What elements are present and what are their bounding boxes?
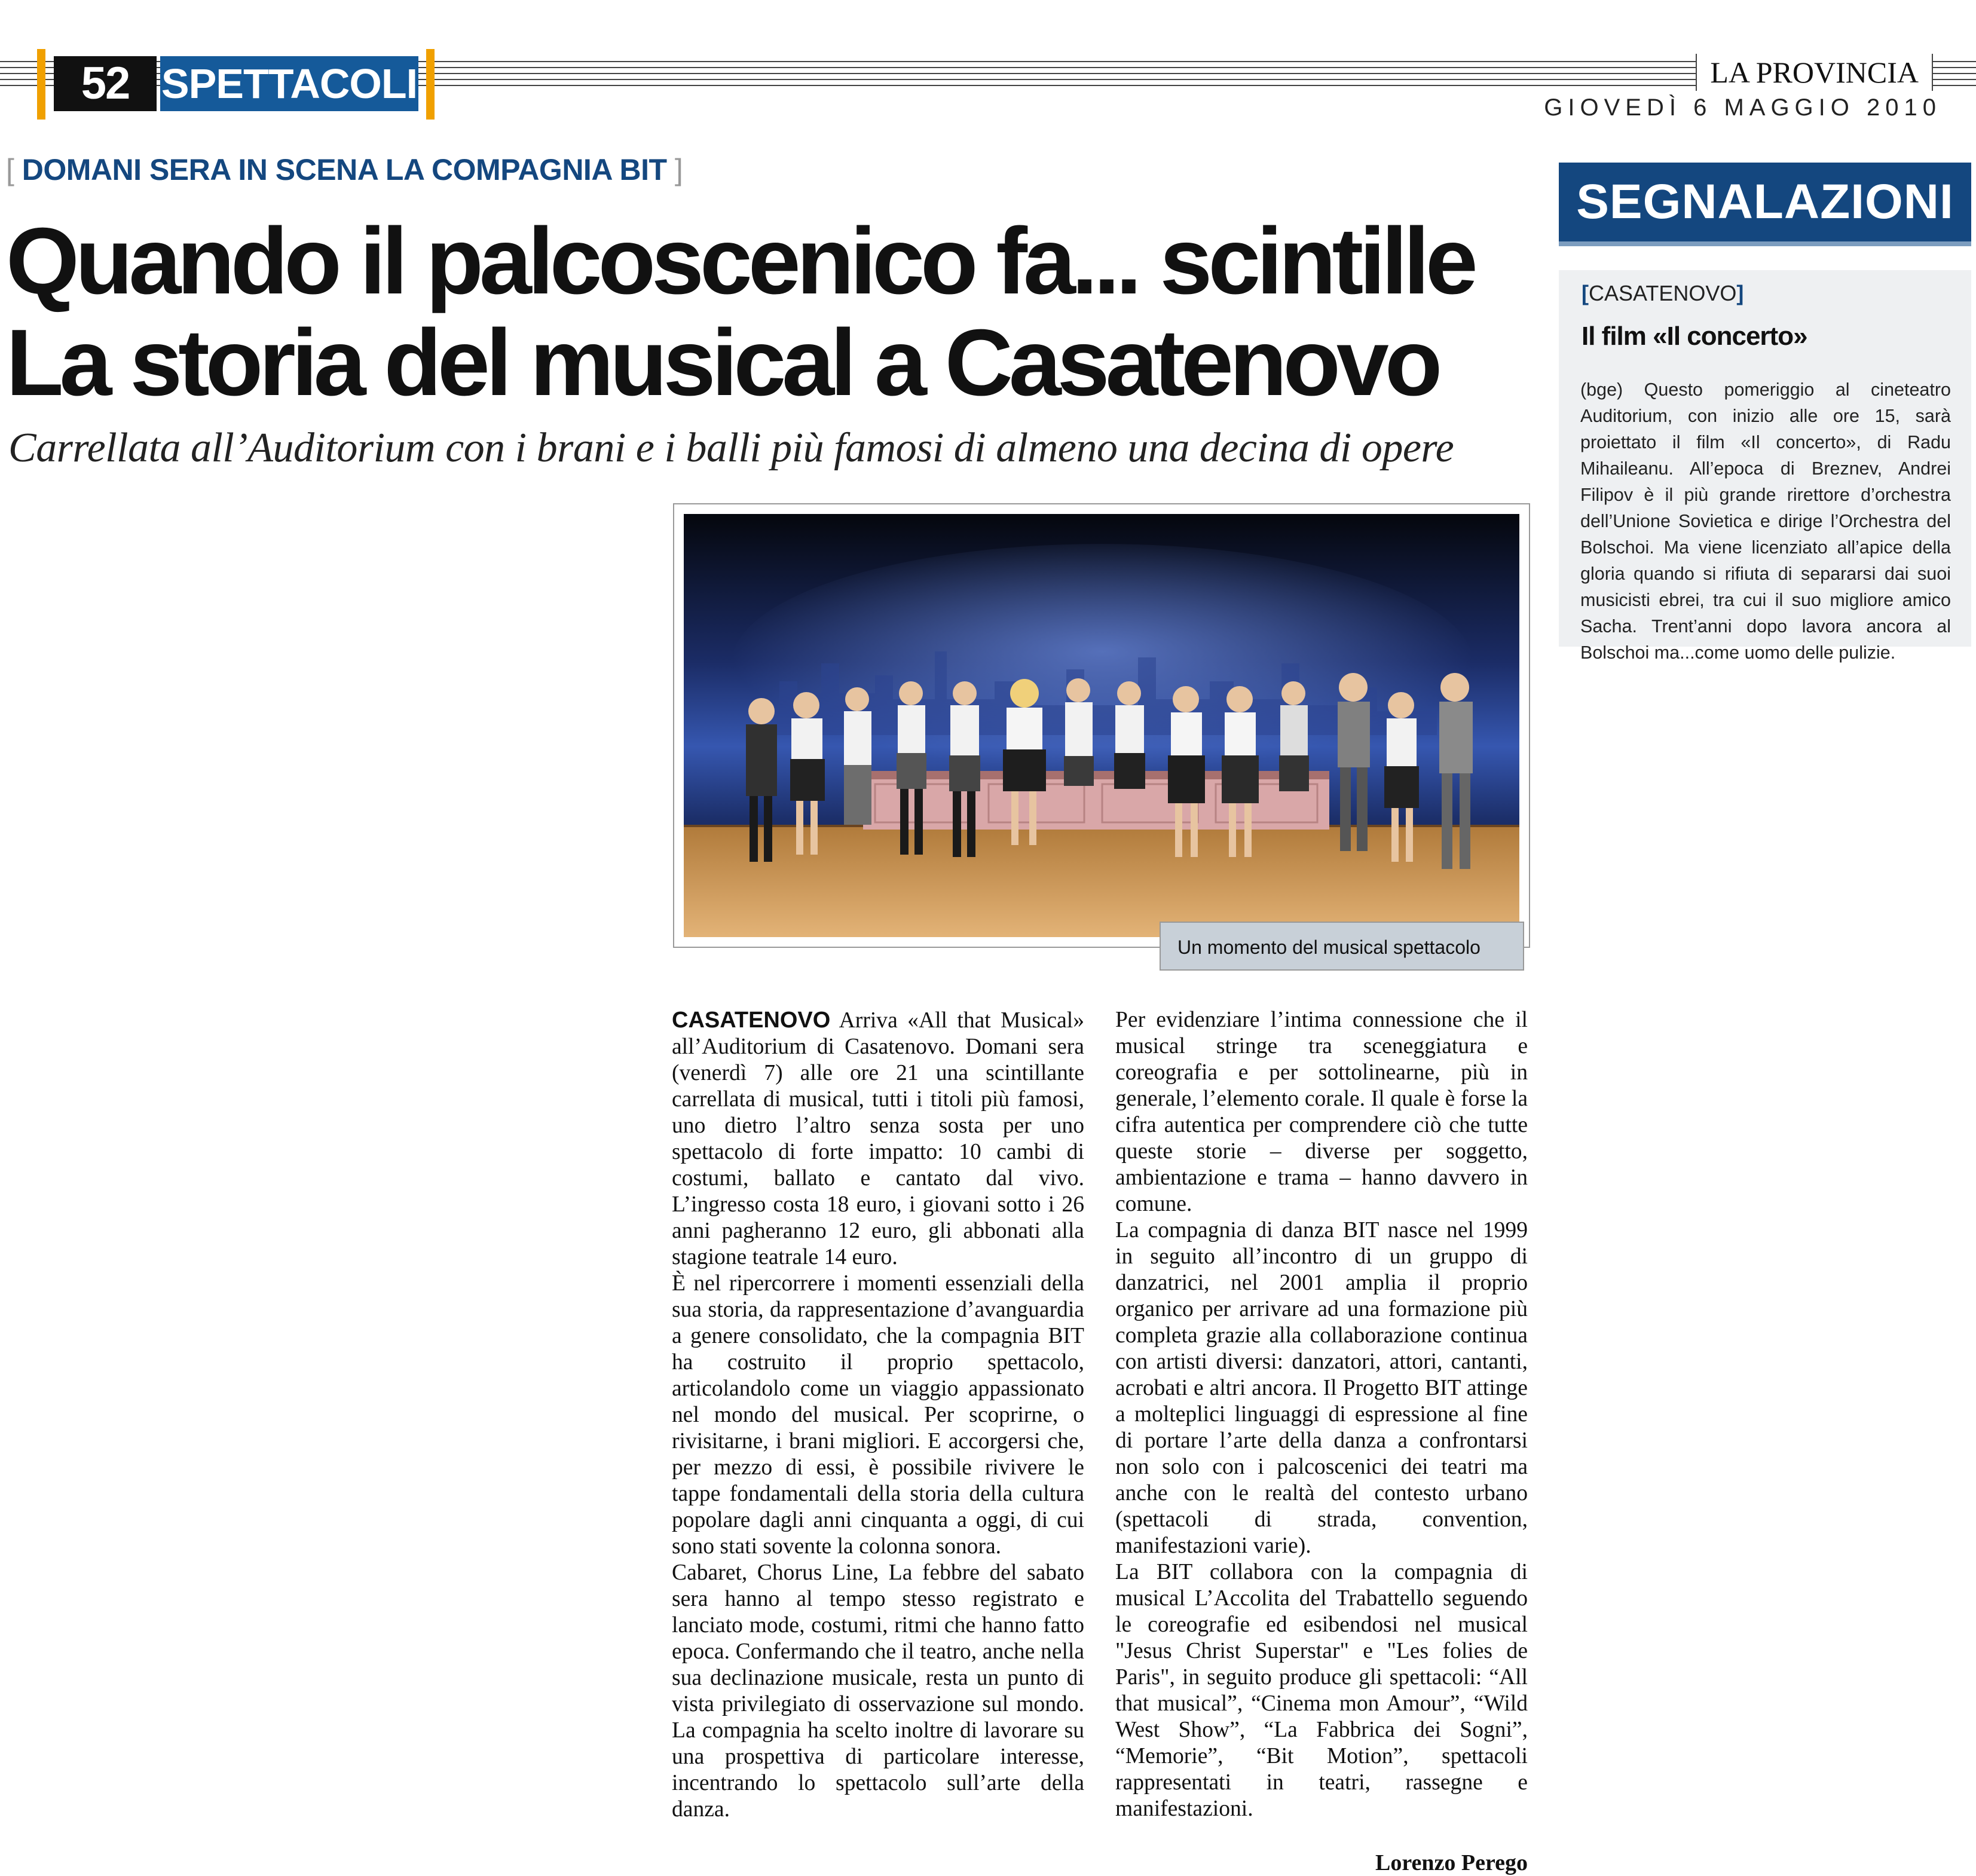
page-number: 52 xyxy=(54,56,157,111)
sidebar-title: Il film «Il concerto» xyxy=(1582,322,1807,351)
sidebar-heading: SEGNALAZIONI xyxy=(1559,163,1971,241)
article-paragraph xyxy=(672,1007,1084,1271)
article-subheadline: Carrellata all’Auditorium con i brani e i balli più famosi di almeno una decina di opere xyxy=(8,425,1454,471)
sidebar-text xyxy=(1580,377,1951,666)
kicker-text: DOMANI SERA IN SCENA LA COMPAGNIA BIT xyxy=(22,153,667,186)
stage-photo xyxy=(684,514,1519,937)
sidebar-heading-underline xyxy=(1559,241,1971,246)
article-paragraph: Per evidenziare l’intima connessione che il musical stringe tra sceneggiatura e coreografia e per sottolinearne, più in generale, l’elemento corale. Il quale è forse la cifra autentica per comprendere ciò che tutte queste storie – diverse per soggetto, ambientazione e trama – hanno davvero in comune. xyxy=(1115,1008,1528,1216)
sidebar-paragraph: (bge) Questo pomeriggio al cineteatro Auditorium, con inizio alle ore 15, sarà proiettato il film «Il concerto», di Radu Mihaileanu. All’epoca di Breznev, Andrei Filipov è il più grande rirettore d’orchestra dell’Unione Sovietica e dirige l’Orchestra del Bolschoi. Ma viene licenziato all’apice della gloria quando si rifiuta di separarsi dai suoi musicisti ebrei, tra cui il suo migliore amico Sacha. Trent’anni dopo lavora ancora al Bolschoi ma...come uomo delle pulizie. xyxy=(1580,380,1951,663)
article-photo-frame xyxy=(673,503,1530,948)
article-column-2 xyxy=(1115,1007,1528,1822)
article-column-1 xyxy=(672,1007,1084,1823)
sidebar-kicker xyxy=(1582,281,1743,306)
section-name: SPETTACOLI xyxy=(160,56,418,111)
headline-line-2: La storia del musical a Casatenovo xyxy=(6,310,1439,415)
headline-line-1: Quando il palcoscenico fa... scintille xyxy=(6,209,1474,314)
article-paragraph: La compagnia di danza BIT nasce nel 1999 in seguito all’incontro di un gruppo di danzatrici, nel 2001 amplia il proprio organico per arrivare ad una formazione più completa grazie alla collaborazione continua con artisti diversi: danzatori, attori, cantanti, acrobati e altri ancora. Il Progetto BIT attinge a molteplici linguaggi di espressione al fine di portare l’arte della danza a confrontarsi non solo con i palcoscenici dei teatri ma anche con le realtà del contesto urbano (spettacoli di strada, convention, manifestazioni varie). xyxy=(1115,1218,1528,1558)
article-paragraph: Cabaret, Chorus Line, La febbre del sabato sera hanno al tempo stesso registrato e lanciato mode, costumi, ritmi che hanno fatto epoca. Confermando che il teatro, anche nella sua declinazione musicale, resta un punto di vista privilegiato di osservazione sul mondo. La compagnia ha scelto inoltre di lavorare su una prospettiva di particolare interesse, incentrando lo spettacolo sull’arte della danza. xyxy=(672,1560,1084,1822)
kicker-bracket-close: ] xyxy=(666,153,683,186)
newspaper-name: LA PROVINCIA xyxy=(1696,54,1933,91)
article-byline: Lorenzo Perego xyxy=(1375,1850,1528,1875)
article-paragraph-text: Arriva «All that Musical» all’Auditorium di Casatenovo. Domani sera (venerdì 7) alle ore 21 una scintillante carrellata di musical, tutti i titoli più famosi, uno dietro l’altro senza sosta per uno spettacolo di forte impatto: 10 cambi di costumi, ballato e cantato dal vivo. L’ingresso costa 18 euro, i giovani sotto i 26 anni pagheranno 12 euro, gli abbonati alla stagione teatrale 14 euro. xyxy=(672,1008,1084,1269)
photo-caption: Un momento del musical spettacolo xyxy=(1160,922,1524,971)
sidebar-box xyxy=(1559,270,1971,663)
article-headline xyxy=(6,210,1474,414)
sidebar-kicker-text: CASATENOVO xyxy=(1589,281,1737,305)
article-dateline: CASATENOVO xyxy=(672,1008,831,1033)
sidebar-kicker-bracket-open: [ xyxy=(1582,281,1589,305)
sidebar-kicker-bracket-close: ] xyxy=(1736,281,1744,305)
article-paragraph: La BIT collabora con la compagnia di musical L’Accolita del Trabattello seguendo le coreografie ed esibendosi nel musical "Jesus Christ Superstar" e "Les folies de Paris", in seguito produce gli spettacoli: “All that musical”, “Cinema mon Amour”, “Wild West Show”, “La Fabbrica dei Sogni”, “Memorie”, “Bit Motion”, spettacoli rappresentati in teatri, rassegne e manifestazioni. xyxy=(1115,1560,1528,1821)
kicker-bracket-open: [ xyxy=(6,153,22,186)
article-kicker xyxy=(6,152,683,187)
section-tag-bracket-left xyxy=(37,49,45,120)
issue-date: GIOVEDÌ 6 MAGGIO 2010 xyxy=(1544,94,1941,121)
article-paragraph: È nel ripercorrere i momenti essenziali della sua storia, da rappresentazione d’avanguardia a genere consolidato, che la compagnia BIT ha costruito il proprio spettacolo, articolandolo come un viaggio appassionato nel mondo del musical. Per scoprirne, o rivisitarne, i brani migliori. E accorgersi che, per mezzo di essi, è possibile rivivere le tappe fondamentali della storia della cultura popolare dagli anni cinquanta a oggi, di cui sono stati sovente la colonna sonora. xyxy=(672,1271,1084,1559)
section-tag-bracket-right xyxy=(426,49,435,120)
section-tag xyxy=(37,49,435,120)
